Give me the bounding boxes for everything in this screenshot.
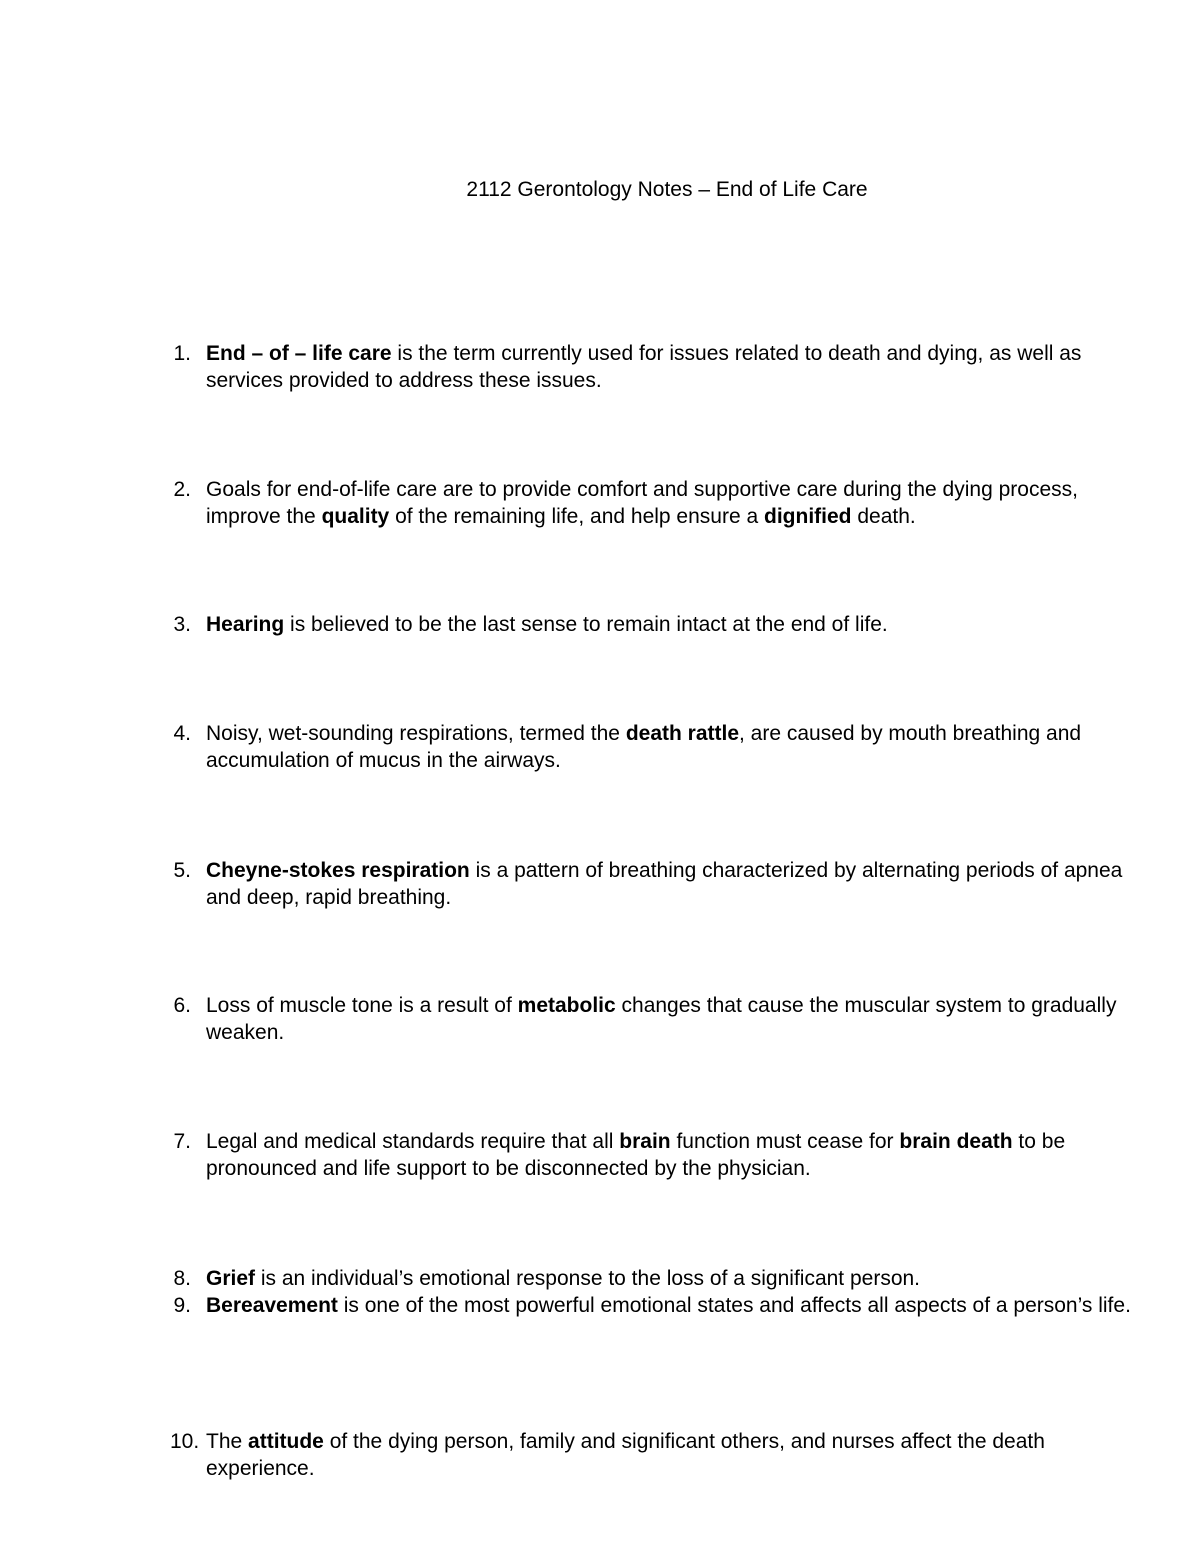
document-title: 2112 Gerontology Notes – End of Life Care (466, 178, 868, 201)
item-number: 4. (173, 722, 191, 745)
item-text: is the term currently used for issues related to death and dying, as well as services provided to address these issues. (206, 342, 1082, 392)
key-term: metabolic (517, 994, 616, 1017)
item-text: , are caused by mouth breathing and accumulation of mucus in the airways. (206, 722, 1082, 772)
key-term: brain (619, 1130, 671, 1153)
item-number: 5. (173, 859, 191, 882)
key-term: End – of – life care (206, 342, 392, 365)
item-text: to be pronounced and life support to be disconnected by the physician. (206, 1130, 1066, 1180)
item-text: is believed to be the last sense to remain intact at the end of life. (284, 613, 888, 636)
item-text: Goals for end-of-life care are to provide comfort and supportive care during the dying process, improve the (206, 478, 1078, 528)
item-number: 8. (173, 1267, 191, 1290)
item-text: of the dying person, family and significant others, and nurses affect the death experience. (206, 1430, 1045, 1480)
item-text: Loss of muscle tone is a result of (206, 994, 518, 1017)
item-text: The (206, 1430, 249, 1453)
item-text: death. (851, 505, 916, 528)
key-term: dignified (764, 505, 852, 528)
key-term: Bereavement (206, 1294, 338, 1317)
key-term: quality (321, 505, 390, 528)
item-number: 7. (173, 1130, 191, 1153)
key-term: attitude (248, 1430, 324, 1453)
key-term: death rattle (625, 722, 740, 745)
item-number: 1. (173, 342, 191, 365)
item-text: is an individual’s emotional response to the loss of a significant person. (255, 1267, 921, 1290)
item-text: is one of the most powerful emotional states and affects all aspects of a person’s life. (337, 1294, 1131, 1317)
key-term: brain death (899, 1130, 1013, 1153)
item-number: 6. (173, 994, 191, 1017)
item-number: 10. (170, 1430, 200, 1453)
item-text: is a pattern of breathing characterized by alternating periods of apnea and deep, rapid breathing. (206, 859, 1123, 909)
key-term: Hearing (206, 613, 285, 636)
item-text: Legal and medical standards require that all (206, 1130, 620, 1153)
item-number: 2. (173, 478, 191, 501)
item-number: 9. (173, 1294, 191, 1317)
item-text: function must cease for (670, 1130, 900, 1153)
item-text: Noisy, wet-sounding respirations, termed the (206, 722, 626, 745)
key-term: Cheyne-stokes respiration (206, 859, 470, 882)
key-term: Grief (206, 1267, 256, 1290)
item-number: 3. (173, 613, 191, 636)
item-text: of the remaining life, and help ensure a (389, 505, 764, 528)
item-text: changes that cause the muscular system to gradually weaken. (206, 994, 1117, 1044)
